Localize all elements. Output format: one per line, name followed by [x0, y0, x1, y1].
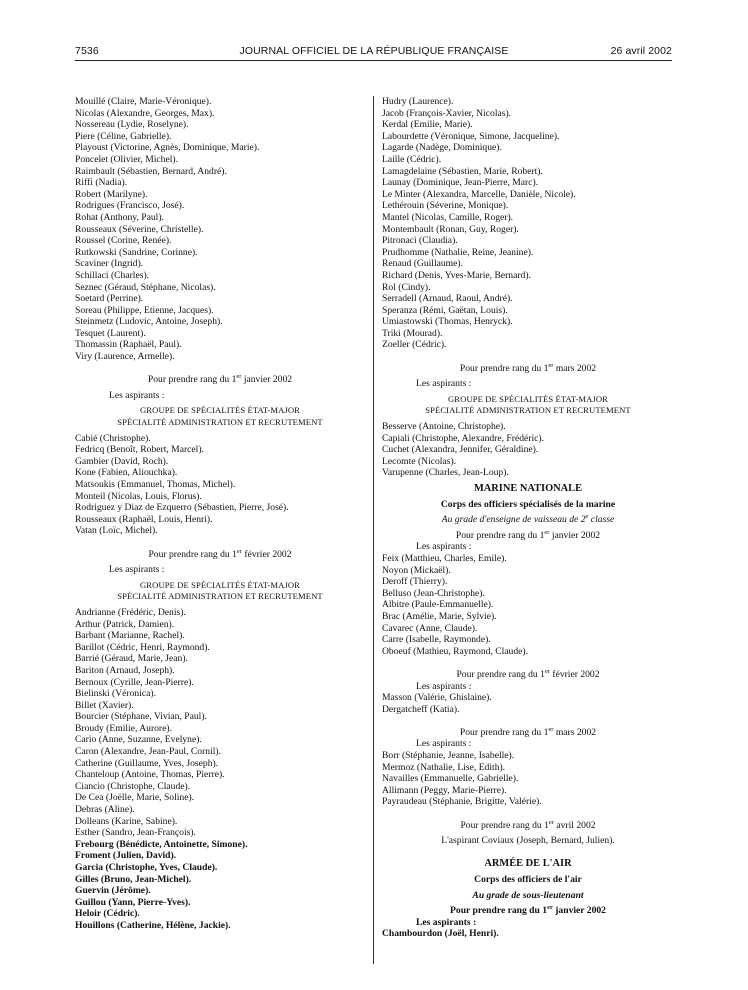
list-item: Guillou (Yann, Pierre-Yves).: [75, 896, 191, 908]
list-item: Bourcier (Stéphane, Vivian, Paul).: [75, 711, 207, 723]
list-item: Lecomte (Nicolas).: [382, 455, 457, 467]
list-item: Laille (Cédric).: [382, 153, 442, 165]
list-item: Cuchet (Alexandra, Jennifer, Géraldine).: [382, 444, 539, 456]
left-column: [75, 96, 365, 932]
list-item: Cavarec (Anne, Claude).: [382, 622, 478, 634]
name-list-bold: [75, 839, 365, 932]
rank-heading: Pour prendre rang du 1er janvier 2002: [147, 373, 293, 386]
list-item: Richard (Denis, Yves-Marie, Bernard).: [382, 269, 531, 281]
right-column: [382, 96, 674, 940]
rank-heading: Pour prendre rang du 1er mars 2002: [459, 725, 597, 738]
list-item: Albitre (Paule-Emmanuelle).: [382, 599, 494, 611]
list-item: Rodriguez y Diaz de Ezquerro (Sébastien, Pierre, José).: [75, 502, 289, 514]
group-heading: GROUPE DE SPÉCIALITÉS ÉTAT-MAJOR: [448, 393, 608, 404]
list-item: Besserve (Antoine, Christophe).: [382, 421, 506, 433]
specialty-heading: SPÉCIALITÉ ADMINISTRATION ET RECRUTEMENT: [117, 591, 323, 602]
list-item: Feix (Matthieu, Charles, Emile).: [382, 552, 507, 564]
list-item: Schillaci (Charles).: [75, 269, 150, 281]
list-item: De Cea (Joëlle, Marie, Soline).: [75, 792, 195, 804]
name-list: [382, 553, 674, 657]
list-item: Zoeller (Cédric).: [382, 339, 447, 351]
aspirants-label: Les aspirants :: [416, 916, 477, 928]
list-item: Soetard (Perrine).: [75, 293, 144, 305]
list-item: Monteil (Nicolas, Louis, Florus).: [75, 490, 202, 502]
list-item: Raimbault (Sébastien, Bernard, André).: [75, 165, 227, 177]
list-item: Navailles (Emmanuelle, Gabrielle).: [382, 773, 519, 785]
list-item: Rousseaux (Raphaël, Louis, Henri).: [75, 513, 213, 525]
list-item: Thomassin (Raphaël, Paul).: [75, 339, 182, 351]
list-item: Capiali (Christophe, Alexandre, Frédéric).: [382, 432, 544, 444]
section-title-air: ARMÉE DE L'AIR: [484, 858, 572, 870]
list-item: Fedricq (Benoît, Robert, Marcel).: [75, 444, 204, 456]
aspirants-label: Les aspirants :: [109, 564, 165, 576]
list-item: Triki (Mourad).: [382, 327, 443, 339]
list-item: Piere (Céline, Gabrielle).: [75, 130, 172, 142]
group-heading: GROUPE DE SPÉCIALITÉS ÉTAT-MAJOR: [140, 579, 300, 590]
list-item: Steinmetz (Ludovic, Antoine, Joseph).: [75, 316, 223, 328]
list-item: Noyon (Mickaël).: [382, 564, 451, 576]
list-item: Bielinski (Véronica).: [75, 688, 156, 700]
list-item: Kerdal (Emilie, Marie).: [382, 119, 473, 131]
list-item: Labourdette (Véronique, Simone, Jacqueline).: [382, 130, 560, 142]
list-item: Mouillé (Claire, Marie-Véronique).: [75, 96, 212, 107]
rank-heading: Pour prendre rang du 1er février 2002: [456, 667, 600, 680]
list-item: Andrianne (Frédéric, Denis).: [75, 606, 186, 618]
list-item: Garcia (Christophe, Yves, Claude).: [75, 862, 218, 873]
list-item: Nossereau (Lydie, Roselyne).: [75, 119, 189, 131]
list-item: Barillot (Cédric, Henri, Raymond).: [75, 641, 210, 653]
list-item: Bariton (Arnaud, Joseph).: [75, 664, 175, 676]
corps-heading: Corps des officiers spécialisés de la marine: [440, 498, 616, 510]
list-item: Lethérouin (Séverine, Monique).: [382, 200, 509, 212]
list-item: Carre (Isabelle, Raymonde).: [382, 634, 491, 646]
list-item: Deroff (Thierry).: [382, 576, 448, 588]
list-item: Prudhomme (Nathalie, Reine, Jeanine).: [382, 246, 534, 258]
list-item: Dergatcheff (Katia).: [382, 703, 460, 715]
list-item: Chambourdon (Joël, Henri).: [382, 928, 499, 940]
grade-heading: Au grade de sous-lieutenant: [472, 889, 584, 901]
list-item: Oboeuf (Mathieu, Raymond, Claude).: [382, 645, 529, 657]
list-item: Borr (Stéphanie, Jeanne, Isabelle).: [382, 750, 515, 762]
list-item: Masson (Valérie, Ghislaine).: [382, 692, 492, 704]
list-item: Le Minter (Alexandra, Marcelle, Danièle, Nicole).: [382, 188, 576, 200]
list-item: Matsoukis (Emmanuel, Thomas, Michel).: [75, 479, 236, 490]
rank-heading: Pour prendre rang du 1er janvier 2002: [455, 528, 601, 541]
list-item: Rohat (Anthony, Paul).: [75, 211, 164, 223]
list-item: Houillons (Catherine, Hélène, Jackie).: [75, 919, 231, 931]
list-item: Seznec (Géraud, Stéphane, Nicolas).: [75, 281, 216, 293]
column-divider: [373, 96, 374, 964]
list-item: Renaud (Guillaume).: [382, 258, 463, 270]
corps-heading: Corps des officiers de l'air: [474, 874, 582, 885]
list-item: Catherine (Guillaume, Yves, Joseph).: [75, 757, 219, 769]
list-item: Soreau (Philippe, Etienne, Jacques).: [75, 304, 214, 316]
list-item: Scaviner (Ingrid).: [75, 258, 144, 270]
list-item: Speranza (Rémi, Gaëtan, Louis).: [382, 304, 508, 316]
list-item: Barrié (Géraud, Marie, Jean).: [75, 653, 188, 665]
list-item: Rousseaux (Séverine, Christelle).: [75, 223, 204, 235]
list-item: Chanteloup (Antoine, Thomas, Pierre).: [75, 769, 225, 781]
group-heading: GROUPE DE SPÉCIALITÉS ÉTAT-MAJOR: [140, 405, 300, 416]
specialty-heading: SPÉCIALITÉ ADMINISTRATION ET RECRUTEMENT: [117, 417, 323, 428]
list-item: Ciancio (Christophe, Claude).: [75, 780, 191, 792]
page-number: 7536: [75, 45, 99, 57]
list-item: Kone (Fabien, Aliouchka).: [75, 467, 178, 479]
list-item: Vatan (Loïc, Michel).: [75, 525, 158, 537]
aspirants-label: Les aspirants :: [416, 378, 472, 390]
list-item: Billet (Xavier).: [75, 699, 134, 711]
list-item: Umiastowski (Thomas, Henryck).: [382, 316, 513, 328]
rank-heading: Pour prendre rang du 1er avril 2002: [460, 818, 596, 831]
aspirants-label: Les aspirants :: [416, 738, 472, 750]
list-item: Jacob (François-Xavier, Nicolas).: [382, 107, 512, 119]
list-item: Lagarde (Nadège, Dominique).: [382, 142, 502, 154]
aspirants-label: Les aspirants :: [109, 389, 165, 401]
issue-date: 26 avril 2002: [610, 45, 672, 57]
list-item: Gilles (Bruno, Jean-Michel).: [75, 873, 192, 885]
list-item: Bernoux (Cyrille, Jean-Pierre).: [75, 676, 194, 688]
list-item: Playoust (Victorine, Agnès, Dominique, Marie).: [75, 142, 260, 154]
list-item: Rol (Cindy).: [382, 281, 431, 293]
list-item: Rodrigues (Francisco, José).: [75, 200, 185, 212]
single-aspirant: L'aspirant Coviaux (Joseph, Bernard, Julien).: [441, 835, 615, 847]
list-item: Hudry (Laurence).: [382, 96, 454, 107]
rank-heading: Pour prendre rang du 1er mars 2002: [459, 361, 597, 374]
list-item: Arthur (Patrick, Damien).: [75, 618, 175, 630]
name-list: [382, 692, 674, 715]
list-item: Montembault (Ronan, Guy, Roger).: [382, 223, 519, 235]
list-item: Robert (Marilyne).: [75, 188, 148, 200]
list-item: Heloir (Cédric).: [75, 908, 140, 920]
list-item: Nicolas (Alexandre, Georges, Max).: [75, 107, 215, 119]
list-item: Roussel (Corine, Renée).: [75, 235, 172, 247]
name-list: [75, 607, 365, 839]
name-list: [382, 750, 674, 808]
list-item: Launay (Dominique, Jean-Pierre, Marc).: [382, 177, 539, 189]
rank-heading: Pour prendre rang du 1er février 2002: [148, 547, 292, 560]
list-item: Frebourg (Bénédicte, Antoinette, Simone).: [75, 838, 248, 850]
list-item: Caron (Alexandre, Jean-Paul, Cornil).: [75, 746, 221, 758]
list-item: Dolleans (Karine, Sabine).: [75, 815, 178, 827]
grade-heading: Au grade d'enseigne de vaisseau de 2e classe: [441, 513, 615, 526]
aspirants-label: Les aspirants :: [416, 541, 472, 553]
header-rule: [75, 60, 672, 61]
specialty-heading: SPÉCIALITÉ ADMINISTRATION ET RECRUTEMENT: [425, 405, 631, 416]
list-item: Guervin (Jérôme).: [75, 885, 151, 897]
name-list: [382, 96, 674, 351]
name-list-bold: [382, 928, 674, 940]
list-item: Cario (Anne, Suzanne, Evelyne).: [75, 734, 202, 746]
list-item: Froment (Julien, David).: [75, 850, 177, 862]
list-item: Gambier (David, Roch).: [75, 455, 169, 467]
list-item: Broudy (Emilie, Aurore).: [75, 722, 172, 734]
list-item: Cabié (Christophe).: [75, 432, 151, 444]
list-item: Riffi (Nadia).: [75, 177, 128, 189]
rank-heading: Pour prendre rang du 1er janvier 2002: [450, 904, 606, 917]
list-item: Barbant (Marianne, Rachel).: [75, 630, 185, 642]
list-item: Belluso (Jean-Christophe).: [382, 587, 485, 599]
list-item: Lamagdelaine (Sébastien, Marie, Robert).: [382, 165, 543, 177]
list-item: Brac (Amélie, Marie, Sylvie).: [382, 610, 497, 622]
list-item: Allimann (Peggy, Marie-Pierre).: [382, 784, 507, 796]
list-item: Debras (Aline).: [75, 804, 135, 816]
name-list: [75, 433, 365, 537]
list-item: Tesquet (Laurent).: [75, 327, 146, 339]
list-item: Pitronaci (Claudia).: [382, 235, 458, 247]
journal-title: JOURNAL OFFICIEL DE LA RÉPUBLIQUE FRANÇAISE: [239, 45, 509, 57]
name-list: [75, 96, 365, 363]
list-item: Mantel (Nicolas, Camille, Roger).: [382, 211, 514, 223]
list-item: Poncelet (Olivier, Michel).: [75, 153, 178, 165]
list-item: Esther (Sandro, Jean-François).: [75, 827, 196, 839]
list-item: Viry (Laurence, Armelle).: [75, 351, 175, 363]
list-item: Varupenne (Charles, Jean-Loup).: [382, 467, 509, 479]
aspirants-label: Les aspirants :: [416, 680, 472, 692]
list-item: Serradell (Arnaud, Raoul, André).: [382, 293, 513, 305]
list-item: Rutkowski (Sandrine, Corinne).: [75, 246, 198, 258]
name-list: [382, 421, 674, 479]
section-title-marine: MARINE NATIONALE: [473, 483, 583, 494]
list-item: Mermoz (Nathalie, Lise, Edith).: [382, 761, 506, 773]
list-item: Payraudeau (Stéphanie, Brigitte, Valérie).: [382, 796, 542, 808]
